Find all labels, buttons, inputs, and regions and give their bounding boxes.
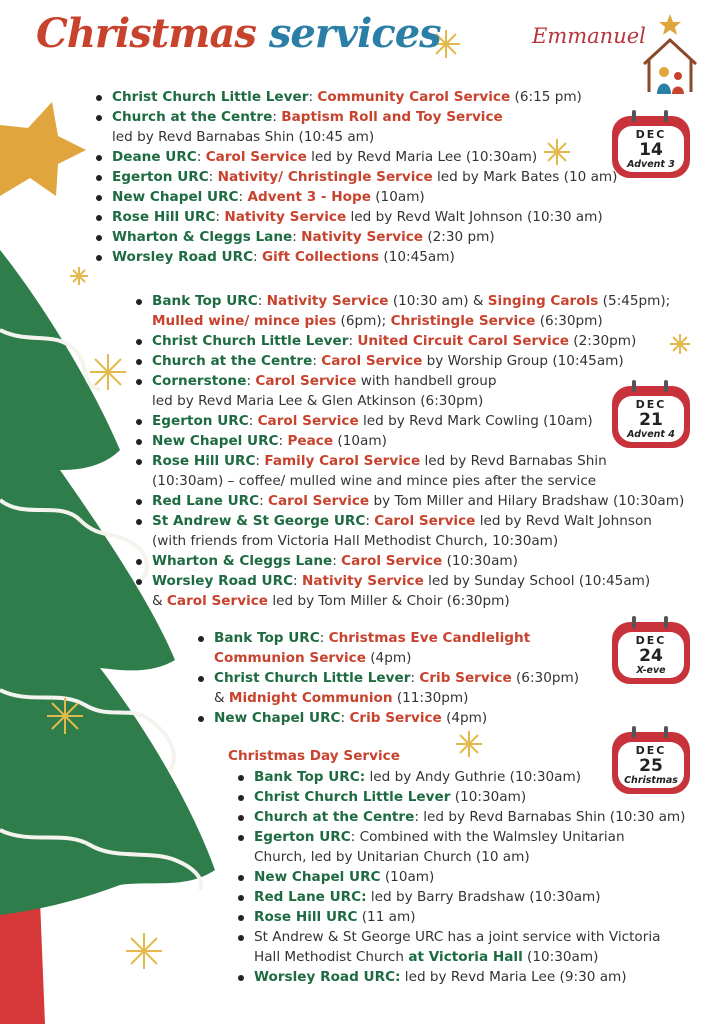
detail-text: led by Revd Barnabas Shin (10:45 am) xyxy=(112,129,375,145)
service-name: Nativity/ Christingle Service xyxy=(217,169,433,185)
church-name: Rose Hill URC xyxy=(254,909,358,925)
list-item xyxy=(94,167,617,187)
detail-text: led by Tom Miller & Choir (6:30pm) xyxy=(268,593,510,609)
list-item xyxy=(134,431,684,451)
detail-text: : xyxy=(365,513,375,529)
detail-text: : xyxy=(292,229,302,245)
list-item xyxy=(236,927,685,947)
detail-text: : xyxy=(208,169,218,185)
calendar-month: DEC xyxy=(635,744,667,757)
church-name: New Chapel URC xyxy=(214,710,341,726)
church-name: Worsley Road URC: xyxy=(254,969,401,985)
list-item xyxy=(134,571,684,591)
list-item xyxy=(94,207,617,227)
snowflake-icon xyxy=(90,354,126,390)
detail-text: led by Andy Guthrie (10:30am) xyxy=(365,769,582,785)
dec14-service-list xyxy=(94,87,617,267)
detail-text: with handbell group xyxy=(356,373,497,389)
list-item xyxy=(94,107,617,127)
page-title: Christmas services xyxy=(36,10,441,57)
service-name: Mulled wine/ mince pies xyxy=(152,313,337,329)
church-name: Rose Hill URC xyxy=(112,209,216,225)
detail-text: St Andrew & St George URC has a joint service with Victoria xyxy=(254,929,661,945)
nativity-stable-icon xyxy=(644,14,696,94)
detail-text: (10am) xyxy=(380,869,435,885)
church-name: Church at the Centre xyxy=(254,809,415,825)
list-item xyxy=(94,87,617,107)
service-name: Carol Service xyxy=(374,513,476,529)
list-item xyxy=(134,451,684,471)
snowflake-icon xyxy=(70,267,88,285)
service-name: Carol Service xyxy=(166,593,269,609)
list-item-continuation xyxy=(94,127,617,147)
detail-text: : xyxy=(410,670,420,686)
detail-text: : xyxy=(293,573,302,589)
detail-text: & xyxy=(152,593,167,609)
detail-text: Church, led by Unitarian Church (10 am) xyxy=(254,849,530,865)
dec24-service-list xyxy=(196,628,579,728)
calendar-badge-dec24 xyxy=(612,622,690,684)
detail-text: (11 am) xyxy=(357,909,416,925)
detail-text: led by Revd Maria Lee (9:30 am) xyxy=(400,969,627,985)
snowflake-icon xyxy=(456,731,482,757)
church-name: Christ Church Little Lever xyxy=(112,89,309,105)
detail-text: (11:30pm) xyxy=(392,690,469,706)
list-item-continuation xyxy=(236,847,685,867)
dec25-service-list xyxy=(236,767,685,987)
detail-text: : xyxy=(278,433,288,449)
calendar-month: DEC xyxy=(635,634,667,647)
service-name: Gift Collections xyxy=(261,249,380,265)
service-name: Crib Service xyxy=(419,670,512,686)
service-name: Peace xyxy=(287,433,334,449)
detail-text: (4pm) xyxy=(365,650,412,666)
service-name: Community Carol Service xyxy=(317,89,511,105)
detail-text: (10:30am) xyxy=(442,553,518,569)
detail-text: : xyxy=(319,630,329,646)
calendar-month: DEC xyxy=(635,128,667,141)
detail-text: : xyxy=(253,249,262,265)
list-item xyxy=(94,147,617,167)
detail-text: : xyxy=(272,109,282,125)
church-name: Rose Hill URC xyxy=(152,453,256,469)
detail-text: Hall Methodist Church xyxy=(254,949,409,965)
detail-text: (6:15 pm) xyxy=(510,89,582,105)
church-name: Bank Top URC xyxy=(214,630,320,646)
church-name: Red Lane URC: xyxy=(254,889,367,905)
church-name: Worsley Road URC xyxy=(152,573,294,589)
calendar-label: X-eve xyxy=(636,665,666,676)
snowflake-icon xyxy=(126,933,162,969)
detail-text: (6:30pm) xyxy=(535,313,603,329)
detail-text: : xyxy=(340,710,350,726)
detail-text: : xyxy=(255,453,265,469)
detail-text: (10:30am) xyxy=(522,949,599,965)
list-item xyxy=(236,867,685,887)
list-item xyxy=(134,511,684,531)
list-item-continuation xyxy=(196,648,579,668)
detail-text: by Tom Miller and Hilary Bradshaw (10:30am) xyxy=(369,493,685,509)
calendar-badge-dec25 xyxy=(612,732,690,794)
service-name: Advent 3 - Hope xyxy=(247,189,371,205)
church-name: Church at the Centre xyxy=(112,109,273,125)
detail-text: led by Revd Maria Lee & Glen Atkinson (6:30pm) xyxy=(152,393,484,409)
detail-text: by Worship Group (10:45am) xyxy=(422,353,624,369)
detail-text: : xyxy=(238,189,248,205)
service-name: Singing Carols xyxy=(487,293,599,309)
service-name: United Circuit Carol Service xyxy=(357,333,569,349)
service-name: Nativity Service xyxy=(224,209,347,225)
service-name: Nativity Service xyxy=(266,293,389,309)
church-name: Egerton URC xyxy=(254,829,351,845)
service-name: Carol Service xyxy=(321,353,423,369)
list-item-continuation xyxy=(134,471,684,491)
service-name: Carol Service xyxy=(255,373,357,389)
detail-text: : xyxy=(215,209,225,225)
service-name: Communion Service xyxy=(214,650,366,666)
service-name: Carol Service xyxy=(341,553,443,569)
list-item-continuation xyxy=(134,531,684,551)
detail-text: (10:30 am) & xyxy=(388,293,488,309)
calendar-label: Advent 4 xyxy=(627,429,675,440)
detail-text: led by Sunday School (10:45am) xyxy=(423,573,651,589)
list-item xyxy=(236,967,685,987)
detail-text: (2:30pm) xyxy=(568,333,637,349)
list-item xyxy=(236,827,685,847)
church-name: Red Lane URC xyxy=(152,493,260,509)
detail-text: : xyxy=(312,353,322,369)
list-item xyxy=(134,331,684,351)
church-name: Christ Church Little Lever xyxy=(152,333,349,349)
service-name: Nativity Service xyxy=(301,573,424,589)
detail-text: : xyxy=(248,413,258,429)
service-name: Carol Service xyxy=(257,413,359,429)
list-item xyxy=(134,551,684,571)
list-item xyxy=(94,227,617,247)
detail-text: (6:30pm) xyxy=(511,670,580,686)
list-item xyxy=(94,187,617,207)
detail-text: : xyxy=(257,293,267,309)
detail-text: led by Revd Mark Cowling (10am) xyxy=(358,413,593,429)
list-item xyxy=(134,351,684,371)
church-name: New Chapel URC xyxy=(152,433,279,449)
service-name: Christmas Eve Candlelight xyxy=(328,630,531,646)
list-item-continuation xyxy=(134,311,684,331)
calendar-badge-dec14 xyxy=(612,116,690,178)
service-name: Christingle Service xyxy=(390,313,536,329)
church-name: Wharton & Cleggs Lane xyxy=(152,553,333,569)
calendar-month: DEC xyxy=(635,398,667,411)
church-name: Wharton & Cleggs Lane xyxy=(112,229,293,245)
church-name: New Chapel URC xyxy=(112,189,239,205)
list-item xyxy=(236,887,685,907)
detail-text: (6pm); xyxy=(336,313,391,329)
list-item xyxy=(134,491,684,511)
list-item xyxy=(134,291,684,311)
church-name: Cornerstone xyxy=(152,373,247,389)
service-name: Crib Service xyxy=(349,710,442,726)
church-name: Worsley Road URC xyxy=(112,249,254,265)
calendar-badge-dec21 xyxy=(612,386,690,448)
list-item xyxy=(196,668,579,688)
list-item-continuation xyxy=(134,591,684,611)
calendar-day: 24 xyxy=(639,646,663,666)
detail-text: : xyxy=(348,333,358,349)
church-name: St Andrew & St George URC xyxy=(152,513,366,529)
emmanuel-signature: Emmanuel xyxy=(532,24,646,48)
service-name: Baptism Roll and Toy Service xyxy=(281,109,503,125)
list-item xyxy=(196,628,579,648)
detail-text: (with friends from Victoria Hall Methodist Church, 10:30am) xyxy=(152,533,559,549)
list-item-continuation xyxy=(236,947,685,967)
church-name: Church at the Centre xyxy=(152,353,313,369)
list-item xyxy=(236,907,685,927)
church-name: Christ Church Little Lever xyxy=(214,670,411,686)
list-item xyxy=(94,247,617,267)
calendar-day: 25 xyxy=(639,756,663,776)
detail-text: (10am) xyxy=(333,433,387,449)
detail-text: (10:45am) xyxy=(379,249,455,265)
detail-text: : Combined with the Walmsley Unitarian xyxy=(350,829,625,845)
service-name: Family Carol Service xyxy=(264,453,421,469)
church-name: Bank Top URC xyxy=(152,293,258,309)
calendar-label: Advent 3 xyxy=(627,159,675,170)
service-name: Carol Service xyxy=(205,149,307,165)
service-name: Carol Service xyxy=(268,493,370,509)
church-name: Egerton URC xyxy=(112,169,209,185)
detail-text: : xyxy=(196,149,206,165)
detail-text: : xyxy=(246,373,256,389)
service-name: Midnight Communion xyxy=(228,690,393,706)
church-name: Deane URC xyxy=(112,149,197,165)
detail-text: : xyxy=(259,493,269,509)
calendar-label: Christmas xyxy=(624,775,678,786)
detail-text: led by Barry Bradshaw (10:30am) xyxy=(366,889,601,905)
detail-text: (5:45pm); xyxy=(598,293,671,309)
calendar-day: 14 xyxy=(639,140,663,160)
list-item xyxy=(236,807,685,827)
detail-text: (10:30am) – coffee/ mulled wine and mince pies after the service xyxy=(152,473,597,489)
detail-text: led by Revd Walt Johnson xyxy=(475,513,652,529)
detail-text: led by Revd Barnabas Shin xyxy=(420,453,607,469)
detail-text: (10:30am) xyxy=(450,789,527,805)
church-name: Christ Church Little Lever xyxy=(254,789,451,805)
christmas-day-heading: Christmas Day Service xyxy=(228,748,400,764)
list-item-continuation xyxy=(196,688,579,708)
detail-text: (10am) xyxy=(370,189,425,205)
snowflake-icon xyxy=(47,698,83,734)
detail-text: : led by Revd Barnabas Shin (10:30 am) xyxy=(414,809,686,825)
dec21-service-list xyxy=(134,291,684,611)
list-item xyxy=(196,708,579,728)
list-item-continuation xyxy=(134,391,684,411)
detail-text: (4pm) xyxy=(441,710,488,726)
church-name: Egerton URC xyxy=(152,413,249,429)
church-name: at Victoria Hall xyxy=(408,949,523,965)
detail-text: led by Mark Bates (10 am) xyxy=(432,169,618,185)
detail-text: led by Revd Maria Lee (10:30am) xyxy=(306,149,538,165)
church-name: New Chapel URC xyxy=(254,869,381,885)
list-item xyxy=(134,371,684,391)
detail-text: : xyxy=(332,553,342,569)
list-item xyxy=(134,411,684,431)
calendar-day: 21 xyxy=(639,410,663,430)
detail-text: : xyxy=(308,89,318,105)
service-name: Nativity Service xyxy=(301,229,424,245)
detail-text: (2:30 pm) xyxy=(423,229,495,245)
detail-text: led by Revd Walt Johnson (10:30 am) xyxy=(346,209,603,225)
church-name: Bank Top URC: xyxy=(254,769,366,785)
detail-text: & xyxy=(214,690,229,706)
